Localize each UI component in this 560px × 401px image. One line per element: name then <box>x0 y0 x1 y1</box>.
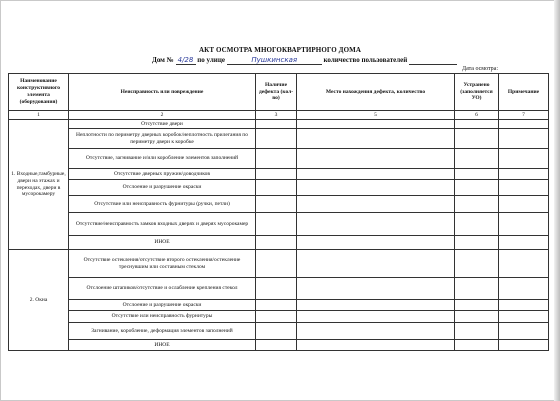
location-cell[interactable] <box>297 340 455 351</box>
defect-cell: Отсутствие или неисправность фурнитуры (ручки, петли) <box>69 196 256 213</box>
note-cell[interactable] <box>499 213 549 236</box>
defect-cell: Отслоение и разрушение окраски <box>69 300 256 311</box>
defect-cell: Отсутствие/неисправность замков входных дверях и дверях мусорокамер <box>69 213 256 236</box>
note-cell[interactable] <box>499 120 549 129</box>
fixed-cell[interactable] <box>455 250 499 278</box>
table-row <box>9 323 549 340</box>
note-cell[interactable] <box>499 196 549 213</box>
street-label: по улице <box>197 56 225 64</box>
presence-cell[interactable] <box>256 129 297 149</box>
note-cell[interactable] <box>499 129 549 149</box>
table-header-row <box>9 74 549 111</box>
users-label: количество пользователей <box>323 56 408 64</box>
fixed-cell[interactable] <box>455 300 499 311</box>
note-cell[interactable] <box>499 323 549 340</box>
defect-cell: Неплотности по периметру дверных коробок/неплотность прилегания по периметру двери к коробке <box>69 129 256 149</box>
defect-cell: Отсутствие, загнивание и/или коробление элементов заполнений <box>69 149 256 169</box>
header-presence: Наличие дефекта (кол-во) <box>256 74 297 111</box>
note-cell[interactable] <box>499 250 549 278</box>
table-row <box>9 213 549 236</box>
group-label-windows: 2. Окна <box>9 250 69 351</box>
inspection-date-label: Дата осмотра: <box>462 66 499 72</box>
defect-cell: Отсутствие или неисправность фурнитуры <box>69 311 256 323</box>
col-number: 3 <box>256 111 297 120</box>
page-edge-shadow <box>554 0 560 401</box>
col-number: 5 <box>297 111 455 120</box>
note-cell[interactable] <box>499 236 549 250</box>
table-row <box>9 129 549 149</box>
note-cell[interactable] <box>499 300 549 311</box>
defect-cell: ИНОЕ <box>69 236 256 250</box>
location-cell[interactable] <box>297 311 455 323</box>
col-number: 7 <box>499 111 549 120</box>
defect-cell: Отсутствие двери <box>69 120 256 129</box>
house-number-handwritten: 4/28 <box>176 56 196 65</box>
presence-cell[interactable] <box>256 196 297 213</box>
defect-cell: ИНОЕ <box>69 340 256 351</box>
fixed-cell[interactable] <box>455 129 499 149</box>
house-info-line <box>152 56 457 65</box>
fixed-cell[interactable] <box>455 169 499 180</box>
presence-cell[interactable] <box>256 323 297 340</box>
users-blank <box>409 56 457 65</box>
location-cell[interactable] <box>297 213 455 236</box>
table-row <box>9 236 549 250</box>
location-cell[interactable] <box>297 278 455 300</box>
location-cell[interactable] <box>297 300 455 311</box>
presence-cell[interactable] <box>256 169 297 180</box>
table-row <box>9 340 549 351</box>
presence-cell[interactable] <box>256 278 297 300</box>
header-fixed: Устранено (заполняется УО) <box>455 74 499 111</box>
fixed-cell[interactable] <box>455 278 499 300</box>
table-row <box>9 120 549 129</box>
table-row <box>9 196 549 213</box>
fixed-cell[interactable] <box>455 323 499 340</box>
fixed-cell[interactable] <box>455 213 499 236</box>
location-cell[interactable] <box>297 149 455 169</box>
location-cell[interactable] <box>297 129 455 149</box>
fixed-cell[interactable] <box>455 149 499 169</box>
presence-cell[interactable] <box>256 311 297 323</box>
defect-cell: Отслоение штапиков/отсутствие и ослабление крепления стекол <box>69 278 256 300</box>
location-cell[interactable] <box>297 180 455 196</box>
defect-cell: Отсутствие остекления/отсутствие второго остекления/остекление треснувшим или составным стеклом <box>69 250 256 278</box>
presence-cell[interactable] <box>256 149 297 169</box>
header-defect: Неисправность или повреждение <box>69 74 256 111</box>
note-cell[interactable] <box>499 180 549 196</box>
presence-cell[interactable] <box>256 250 297 278</box>
presence-cell[interactable] <box>256 213 297 236</box>
table-row <box>9 250 549 278</box>
document-title: АКТ ОСМОТРА МНОГОКВАРТИРНОГО ДОМА <box>199 46 361 54</box>
presence-cell[interactable] <box>256 120 297 129</box>
fixed-cell[interactable] <box>455 120 499 129</box>
column-number-row <box>9 111 549 120</box>
house-label: Дом № <box>152 56 174 64</box>
note-cell[interactable] <box>499 311 549 323</box>
presence-cell[interactable] <box>256 340 297 351</box>
note-cell[interactable] <box>499 278 549 300</box>
fixed-cell[interactable] <box>455 180 499 196</box>
note-cell[interactable] <box>499 169 549 180</box>
inspection-table <box>8 73 549 351</box>
fixed-cell[interactable] <box>455 236 499 250</box>
col-number: 1 <box>9 111 69 120</box>
table-row <box>9 300 549 311</box>
location-cell[interactable] <box>297 323 455 340</box>
header-note: Примечание <box>499 74 549 111</box>
table-row <box>9 169 549 180</box>
location-cell[interactable] <box>297 250 455 278</box>
presence-cell[interactable] <box>256 236 297 250</box>
street-handwritten: Пушкинская <box>227 56 322 65</box>
location-cell[interactable] <box>297 236 455 250</box>
fixed-cell[interactable] <box>455 196 499 213</box>
defect-cell: Загнивание, коробление, деформация элементов заполнений <box>69 323 256 340</box>
table-row <box>9 278 549 300</box>
table-row <box>9 311 549 323</box>
location-cell[interactable] <box>297 169 455 180</box>
fixed-cell[interactable] <box>455 311 499 323</box>
defect-cell: Отслоение и разрушение окраски <box>69 180 256 196</box>
header-element: Наименование конструктивного элемента (оборудования) <box>9 74 69 111</box>
table-row <box>9 180 549 196</box>
col-number: 2 <box>69 111 256 120</box>
defect-cell: Отсутствие дверных пружин/доводчиков <box>69 169 256 180</box>
table-row <box>9 149 549 169</box>
fixed-cell[interactable] <box>455 340 499 351</box>
presence-cell[interactable] <box>256 300 297 311</box>
location-cell[interactable] <box>297 120 455 129</box>
col-number: 6 <box>455 111 499 120</box>
group-label-doors: 1. Входные,тамбурные, двери на этажах и переходах, двери в мусорокамеру <box>9 120 69 250</box>
header-location: Место нахождения дефекта, количество <box>297 74 455 111</box>
presence-cell[interactable] <box>256 180 297 196</box>
location-cell[interactable] <box>297 196 455 213</box>
note-cell[interactable] <box>499 340 549 351</box>
note-cell[interactable] <box>499 149 549 169</box>
